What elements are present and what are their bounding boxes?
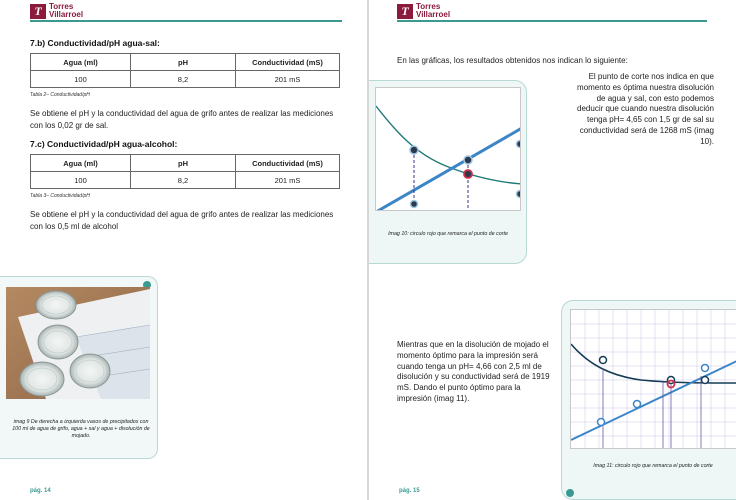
paragraph-cut-point-salt: El punto de corte nos indica en que momento es óptima nuestra disolución de agua y sal, con esto podemos deducir que cuando nuestra disolución tenga pH= 4,65 con 1,5 gr de sal su conductividad será de 1268 mS (imag 10). [577,72,714,146]
table-ph-salt [30,53,340,88]
right-page [369,0,736,500]
page-number: pág. 14 [30,488,51,494]
table-header-row [31,54,340,71]
graph-2-caption: Imag 11: circulo rojo que remarca el punto de corte [593,463,713,469]
graph-1-caption: Imag 10: circulo rojo que remarca el punto de corte [388,231,508,237]
beakers-photo [6,287,150,399]
card-tab-dot [566,489,574,497]
header-rule [397,20,707,22]
photo-caption: imag 9 De derecha a izquierda vasos de precipitados con 100 ml de agua de grifo, agua + sal y agua + disolución de mojado. [12,419,150,439]
photo-card [0,276,158,459]
paragraph-cut-point-wetting: Mientras que en la disolución de mojado el momento óptimo para la impresión será cuando tenga un pH= 4,66 con 2,5 ml de disolución y su conductividad será de 1919 mS. Dando el punto óptimo para la impresión (imag 11). [397,340,550,403]
section-c-text: Se obtiene el pH y la conductividad del agua de grifo antes de realizar las mediciones con los 0,5 ml de alcohol [30,210,334,231]
table-cell: 100 [31,71,131,88]
logo-text: Torres Villarroel [49,2,84,19]
table-cell: 201 mS [236,71,340,88]
header-rule [30,20,342,22]
table-header-row [31,155,340,172]
section-b-heading: 7.b) Conductividad/pH agua-sal: [30,38,160,48]
logo-mark: T [30,4,46,19]
table-cell: 201 mS [236,172,340,189]
table-cell: 8,2 [131,71,236,88]
graph-imag-11 [570,309,736,449]
table-row [31,172,340,189]
table-row [31,71,340,88]
graph-imag-10 [375,87,521,211]
logo [397,3,450,19]
intro-text: En las gráficas, los resultados obtenidos nos indican lo siguiente: [397,56,628,65]
column-header: Conductividad (mS) [236,155,340,172]
table-cell: 8,2 [131,172,236,189]
column-header: pH [131,54,236,71]
column-header: pH [131,155,236,172]
column-header: Conductividad (mS) [236,54,340,71]
table-cell: 100 [31,172,131,189]
column-header: Agua (ml) [31,155,131,172]
logo-text: Torres Villarroel [416,2,451,19]
logo-mark: T [397,4,413,19]
graph-card-imag-11 [561,300,736,500]
graph-card-imag-10 [369,80,527,264]
table-2-caption: Tabla 2– Conductividad/pH [30,92,90,98]
column-header: Agua (ml) [31,54,131,71]
table-ph-alcohol [30,154,340,189]
section-c-heading: 7.c) Conductividad/pH agua-alcohol: [30,139,178,149]
page-number: pág. 15 [399,488,420,494]
section-b-text: Se obtiene el pH y la conductividad del agua de grifo antes de realizar las mediciones con los 0,02 gr de sal. [30,109,334,130]
table-3-caption: Tabla 3– Conductividad/pH [30,193,90,199]
logo [30,3,83,19]
